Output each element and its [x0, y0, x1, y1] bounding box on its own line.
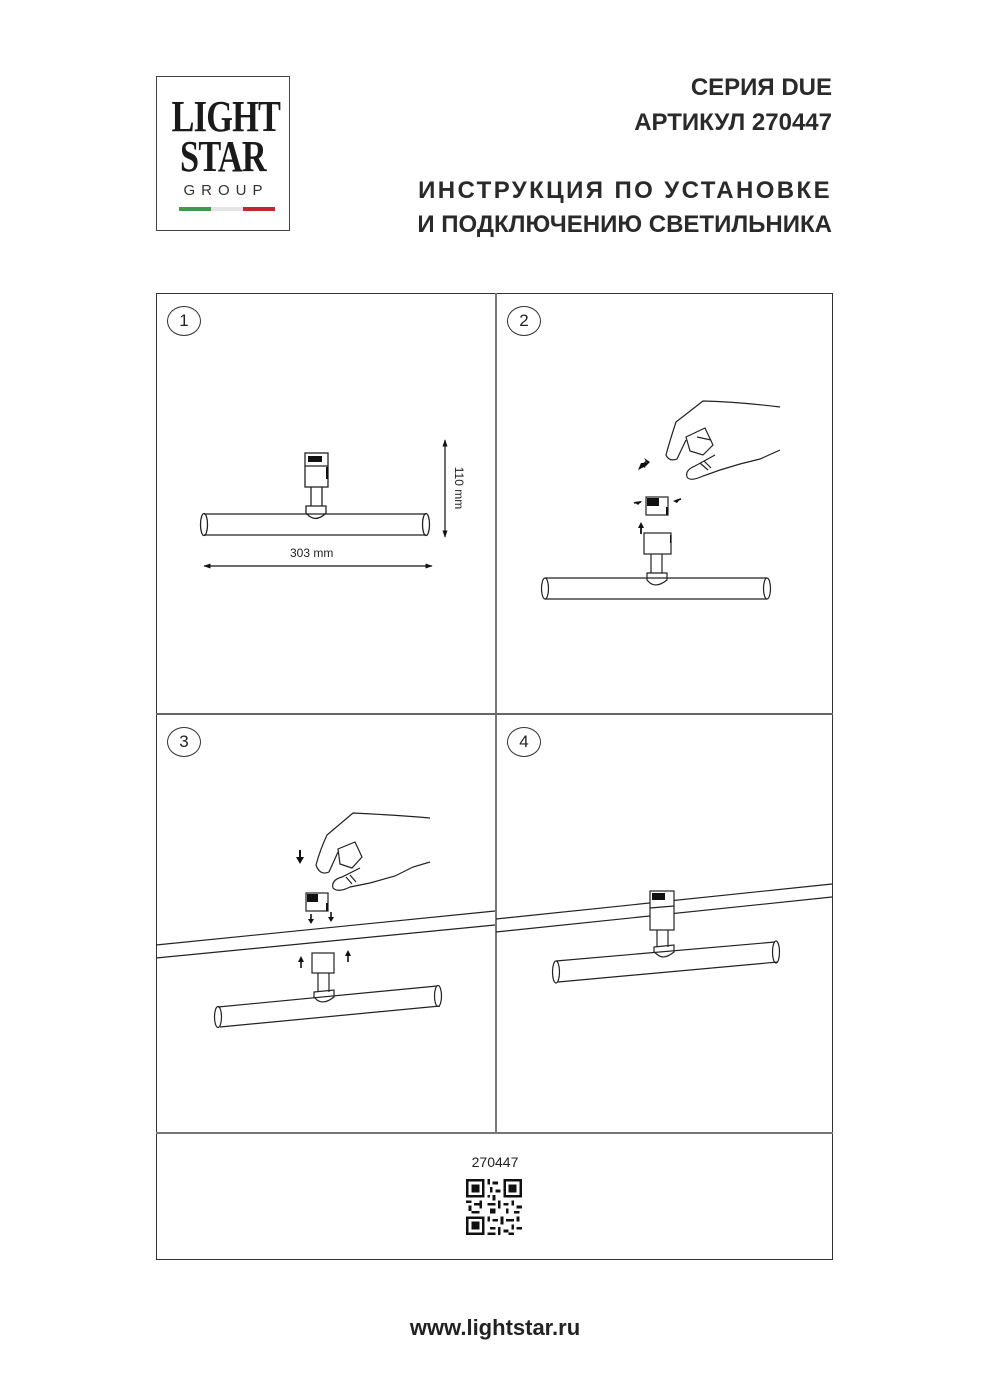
step-2-badge: 2: [507, 306, 541, 336]
qr-code-icon[interactable]: [466, 1179, 522, 1235]
step-1-badge: 1: [167, 306, 201, 336]
step-4-badge: 4: [507, 727, 541, 757]
article-label: АРТИКУЛ 270447: [634, 109, 832, 136]
logo-text-group: GROUP: [183, 182, 269, 199]
width-dimension-label: 303 mm: [290, 546, 334, 560]
document-title-line2: И ПОДКЛЮЧЕНИЮ СВЕТИЛЬНИКА: [417, 211, 832, 238]
series-label: СЕРИЯ DUE: [690, 74, 832, 101]
article-code: 270447: [471, 1154, 519, 1170]
document-title-line1: ИНСТРУКЦИЯ ПО УСТАНОВКЕ: [418, 177, 832, 204]
website-link[interactable]: www.lightstar.ru: [409, 1315, 581, 1340]
logo-text-star: STAR: [180, 132, 266, 181]
logo-text-light: LIGHT: [171, 92, 281, 141]
height-dimension-label: 110 mm: [452, 466, 466, 510]
step-3-badge: 3: [167, 727, 201, 757]
